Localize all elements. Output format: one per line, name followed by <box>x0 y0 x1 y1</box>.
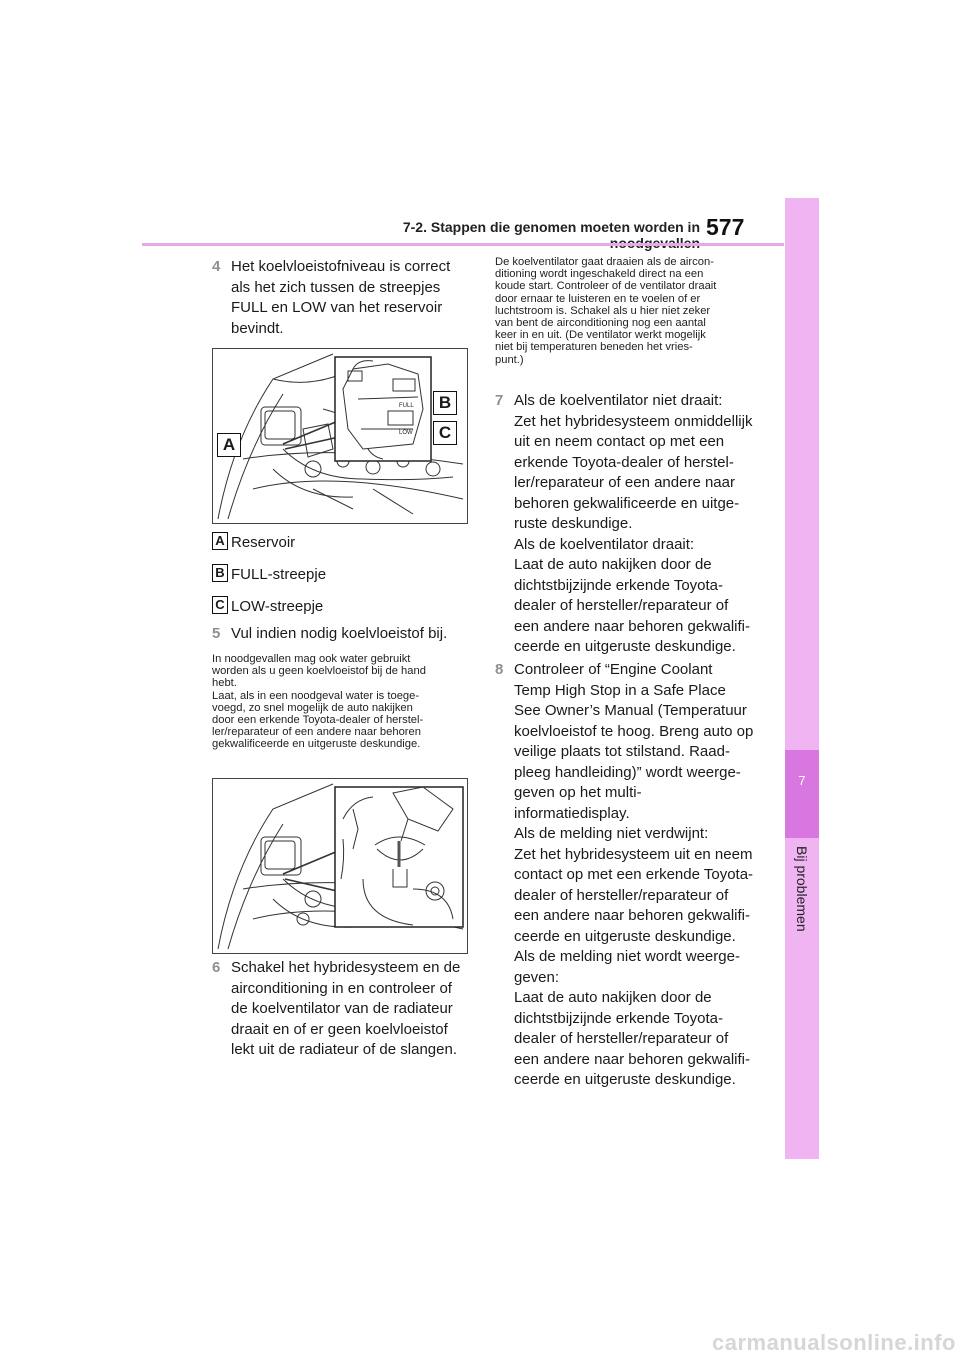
note-line: Laat, als in een noodgeval water is toege- <box>212 689 420 702</box>
step-line: Schakel het hybridesysteem en de <box>231 959 461 976</box>
section-title: 7-2. Stappen die genomen moeten worden in <box>402 219 700 235</box>
step-line: dealer of hersteller/reparateur of <box>514 886 729 904</box>
refill-drawing <box>213 779 467 953</box>
note-line: van bent de airconditioning nog een aantal <box>495 317 706 330</box>
note-line: gekwalificeerde en uitgeruste deskundige. <box>212 738 421 751</box>
step-line: koelvloeistof te hoog. Breng auto op <box>514 722 754 740</box>
chapter-number: 7 <box>798 773 806 788</box>
step-line: dealer of hersteller/reparateur of <box>514 1030 729 1047</box>
step-line: lekt uit de radiateur of de slangen. <box>231 1041 457 1058</box>
step-line: Temp High Stop in a Safe Place <box>514 681 726 699</box>
step-line: ceerde en uitgeruste deskundige. <box>514 638 736 655</box>
note-line: ler/reparateur of een andere naar behoren <box>212 726 421 739</box>
legend-label: FULL-streepje <box>231 566 327 583</box>
step-8 <box>495 660 765 1092</box>
note-ventilator <box>495 256 716 366</box>
note-line: door ernaar te luisteren en te voelen of er <box>495 292 701 305</box>
step-line: Als de koelventilator niet draait: <box>514 392 723 409</box>
legend-key: A <box>212 532 228 550</box>
step-line: Controleer of “Engine Coolant <box>514 661 713 678</box>
note-line: koude start. Controleer of de ventilator draait <box>495 280 717 293</box>
note-line: hebt. <box>212 677 237 690</box>
step-line: contact op met een erkende Toyota- <box>514 866 754 883</box>
step-line: Het koelvloeistofniveau is correct <box>231 258 451 275</box>
chapter-label <box>785 846 819 966</box>
note-line: niet bij temperaturen beneden het vries- <box>495 341 693 354</box>
note-line: door een erkende Toyota-dealer of herstel- <box>212 714 424 727</box>
legend-key: B <box>212 564 228 582</box>
step-line: Als de melding niet wordt weerge- <box>514 948 740 965</box>
legend-key: C <box>212 596 228 614</box>
step-line: een andere naar behoren gekwalifi- <box>514 1050 750 1068</box>
callout-c: C <box>433 421 457 445</box>
step-line: ceerde en uitgeruste deskundige. <box>514 927 736 945</box>
step-number: 7 <box>495 392 504 409</box>
chapter-tab <box>785 198 819 1159</box>
step-line: ler/reparateur of een andere naar <box>514 474 735 491</box>
refill-coolant-illustration <box>212 778 468 954</box>
step-line: Zet het hybridesysteem onmiddellijk <box>514 412 753 430</box>
step-4 <box>212 257 472 341</box>
full-mark-text: FULL <box>399 403 414 409</box>
step-line: dealer of hersteller/reparateur of <box>514 597 729 614</box>
step-line: veilige plaats tot stilstand. Raad- <box>514 743 730 760</box>
coolant-reservoir-illustration <box>212 348 468 524</box>
note-line: worden als u geen koelvloeistof bij de hand <box>212 665 426 678</box>
step-line: uit en neem contact op met een <box>514 433 725 450</box>
note-water <box>212 653 426 751</box>
note-line: keer in en uit. (De ventilator werkt mogelijk <box>495 329 706 342</box>
step-line: dichtstbijzijnde erkende Toyota- <box>514 1009 724 1027</box>
step-line: Laat de auto nakijken door de <box>514 989 712 1006</box>
note-line: luchtstroom is. Schakel als u hier niet zeker <box>495 304 711 317</box>
legend-label: Reservoir <box>231 534 296 551</box>
step-line: de koelventilator van de radiateur <box>231 1000 453 1017</box>
note-line: De koelventilator gaat draaien als de aircon- <box>495 256 714 268</box>
step-5 <box>212 624 472 646</box>
step-line: Als de koelventilator draait: <box>514 535 695 553</box>
step-line: dichtstbijzijnde erkende Toyota- <box>514 576 724 594</box>
step-line: bevindt. <box>231 319 284 337</box>
step-number: 4 <box>212 258 221 275</box>
step-line: een andere naar behoren gekwalifi- <box>514 617 750 635</box>
engine-bay-drawing <box>213 349 467 523</box>
chapter-label-text: Bij problemen <box>794 846 810 932</box>
note-line: ditioning wordt ingeschakeld direct na een <box>495 268 704 281</box>
step-line: behoren gekwalificeerde en uitge- <box>514 494 740 512</box>
low-mark-text: LOW <box>399 430 413 436</box>
step-line: Zet het hybridesysteem uit en neem <box>514 845 753 863</box>
step-line: ceerde en uitgeruste deskundige. <box>514 1071 736 1088</box>
step-line: geven op het multi- <box>514 784 642 801</box>
watermark: carmanualsonline.info <box>712 1330 956 1355</box>
step-7 <box>495 391 765 657</box>
step-6 <box>212 958 472 1062</box>
step-line: airconditioning in en controleer of <box>231 979 452 997</box>
step-line: Laat de auto nakijken door de <box>514 556 712 573</box>
callout-b: B <box>433 391 457 415</box>
step-number: 5 <box>212 625 221 642</box>
step-line: pleeg handleiding)” wordt weerge- <box>514 763 741 781</box>
step-line: geven: <box>514 968 560 986</box>
step-line: ruste deskundige. <box>514 515 633 532</box>
step-line: als het zich tussen de streepjes <box>231 278 441 296</box>
callout-a: A <box>217 433 241 457</box>
step-line: een andere naar behoren gekwalifi- <box>514 907 750 924</box>
chapter-tab-active <box>785 750 819 838</box>
header-rule <box>142 243 784 246</box>
step-number: 8 <box>495 661 504 678</box>
step-number: 6 <box>212 959 221 976</box>
note-line: punt.) <box>495 353 524 366</box>
step-line: draait en of er geen koelvloeistof <box>231 1020 448 1038</box>
page-number: 577 <box>706 214 745 240</box>
note-line: voegd, zo snel mogelijk de auto nakijken <box>212 701 413 714</box>
legend-label: LOW-streepje <box>231 598 324 615</box>
note-line: In noodgevallen mag ook water gebruikt <box>212 653 411 665</box>
step-line: informatiedisplay. <box>514 804 630 822</box>
step-line: See Owner’s Manual (Temperatuur <box>514 702 747 719</box>
step-line: Als de melding niet verdwijnt: <box>514 825 709 842</box>
step-line: Vul indien nodig koelvloeistof bij. <box>231 625 448 642</box>
step-line: erkende Toyota-dealer of herstel- <box>514 453 734 471</box>
step-line: FULL en LOW van het reservoir <box>231 299 443 316</box>
